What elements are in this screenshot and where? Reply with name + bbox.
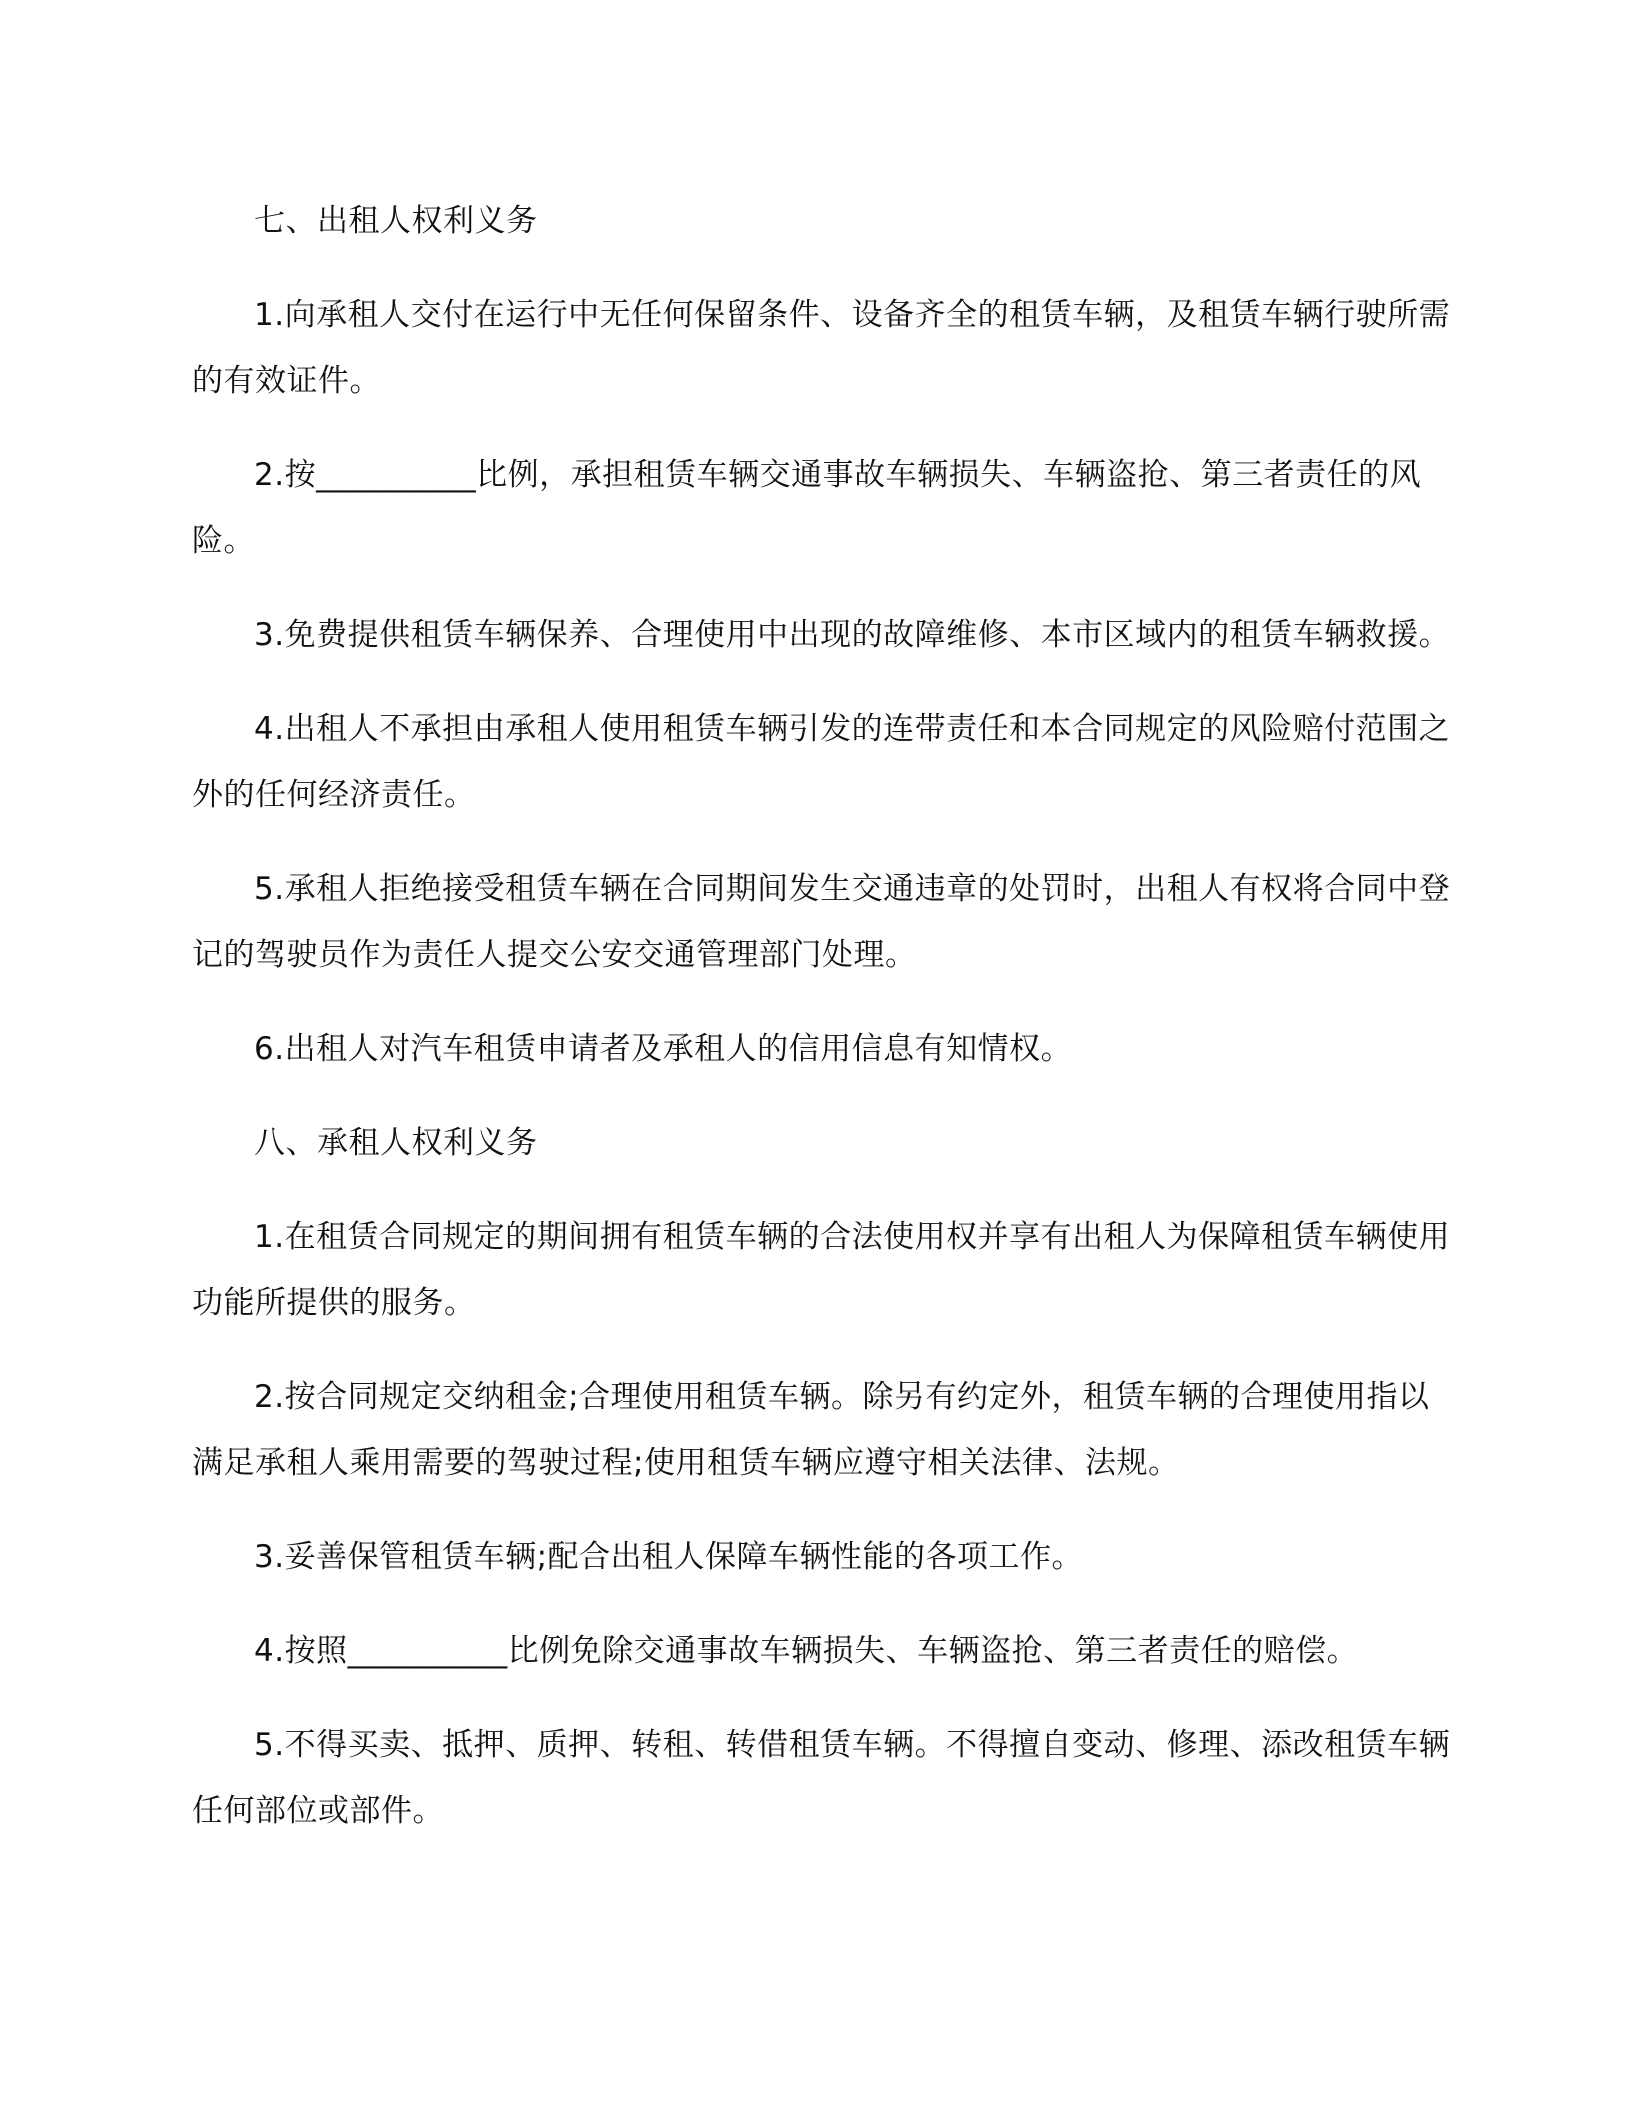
- lessor-clause-3: 3.免费提供租赁车辆保养、合理使用中出现的故障维修、本市区域内的租赁车辆救援。: [254, 617, 1451, 653]
- lessor-clause-4: 4.出租人不承担由承租人使用租赁车辆引发的连带责任和本合同规定的风险赔付范围之外的任何经济责任。: [192, 711, 1451, 813]
- lessor-clause-5: 5.承租人拒绝接受租赁车辆在合同期间发生交通违章的处罚时，出租人有权将合同中登记的驾驶员作为责任人提交公安交通管理部门处理。: [192, 871, 1451, 973]
- lessor-clause-2: 2.按__________比例，承担租赁车辆交通事故车辆损失、车辆盗抢、第三者责任的风险。: [192, 457, 1422, 559]
- lessee-clause-3: 3.妥善保管租赁车辆;配合出租人保障车辆性能的各项工作。: [254, 1539, 1084, 1575]
- section-heading-lessor: 七、出租人权利义务: [254, 203, 538, 239]
- lessor-clause-6: 6.出租人对汽车租赁申请者及承租人的信用信息有知情权。: [254, 1031, 1073, 1067]
- lessor-clause-1: 1.向承租人交付在运行中无任何保留条件、设备齐全的租赁车辆，及租赁车辆行驶所需的有效证件。: [192, 297, 1451, 399]
- lessee-clause-2: 2.按合同规定交纳租金;合理使用租赁车辆。除另有约定外，租赁车辆的合理使用指以满足承租人乘用需要的驾驶过程;使用租赁车辆应遵守相关法律、法规。: [192, 1379, 1430, 1481]
- document-body: [192, 188, 1454, 1872]
- lessee-clause-1: 1.在租赁合同规定的期间拥有租赁车辆的合法使用权并享有出租人为保障租赁车辆使用功能所提供的服务。: [192, 1219, 1451, 1321]
- lessee-clause-5: 5.不得买卖、抵押、质押、转租、转借租赁车辆。不得擅自变动、修理、添改租赁车辆任何部位或部件。: [192, 1727, 1451, 1829]
- lessee-clause-4: 4.按照__________比例免除交通事故车辆损失、车辆盗抢、第三者责任的赔偿。: [254, 1633, 1359, 1669]
- section-heading-lessee: 八、承租人权利义务: [254, 1125, 538, 1161]
